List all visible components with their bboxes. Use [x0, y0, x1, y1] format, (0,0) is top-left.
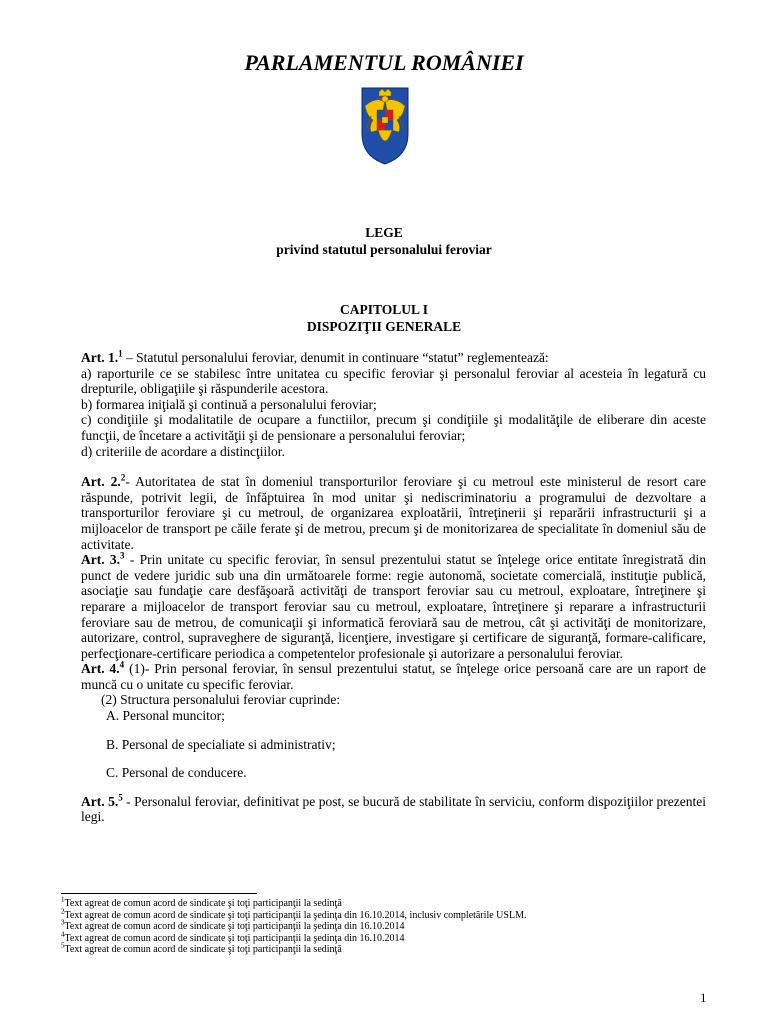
article-1-intro: Art. 1.$^1$ – Statutul personalului feroviar, denumit in continuare “statut” reglementează: — [81, 348, 549, 365]
footnote: $^1$Text agreat de comun acord de sindicate şi toţi participanţii la sedinţă — [61, 895, 342, 909]
page-number: 1 — [700, 990, 707, 1005]
article-3-label: Art. 3.$^3$ — [81, 550, 125, 568]
structure-item-b: B. Personal de specialiate si administrativ; — [106, 736, 336, 752]
footnote: $^5$Text agreat de comun acord de sindicate şi toţi participanţii la sedinţă — [61, 942, 342, 956]
romania-coat-of-arms-icon — [359, 86, 411, 166]
article-4-paragraph-2: (2) Structura personalului feroviar cuprinde: — [101, 692, 341, 708]
law-heading — [0, 224, 768, 258]
article-1-item-b: b) formarea iniţială şi continuă a personalului feroviar; — [81, 396, 377, 412]
chapter-number: CAPITOLUL I — [340, 302, 428, 317]
article-5-label: Art. 5.$^5$ — [81, 792, 123, 809]
document-body — [81, 350, 706, 825]
article-1-item-c: c) condiţiile şi modalitatile de ocupare a functiilor, precum şi condiţiile şi modalităţile de eliberare din aceste funcţii, de încetare a activităţii şi de pensionare a personalului feroviar; — [81, 412, 706, 443]
article-1-item-d: d) criteriile de acordare a distincţiilor. — [81, 443, 285, 459]
structure-item-c: C. Personal de conducere. — [106, 765, 247, 781]
footnote: $^2$Text agreat de comun acord de sindicate şi toţi participanţii la şedinţa din 16.10.2014, inclusiv completările USLM. — [61, 907, 527, 921]
footnote: $^3$Text agreat de comun acord de sindicate şi toţi participanţii la şedinţa din 16.10.2014 — [61, 918, 405, 933]
structure-item-a: A. Personal muncitor; — [106, 708, 225, 724]
article-4-label: Art. 4.$^4$ — [81, 659, 125, 677]
article-4: Art. 4.$^4$ (1)- Prin personal feroviar, în sensul prezentului statut, se înţelege orice persoană care are un raport de muncă cu o unitate cu specific feroviar. — [81, 659, 706, 692]
footnote: $^4$Text agreat de comun acord de sindicate şi toţi participanţii la şedinţa din 16.10.2014 — [61, 930, 405, 944]
law-subject: privind statutul personalului feroviar — [276, 242, 492, 257]
article-2-label: Art. 2.$^2$ — [81, 472, 126, 490]
chapter-name: DISPOZIŢII GENERALE — [306, 319, 462, 334]
footnotes — [61, 895, 711, 956]
law-kind: LEGE — [365, 225, 403, 240]
article-1-label: Art. 1.$^1$ — [81, 348, 123, 365]
chapter-heading — [0, 301, 768, 335]
article-2: Art. 2.$^2$- Autoritatea de stat în domeniul transporturilor feroviare şi cu metroul este ministerul de resort care răspunde, potrivit legii, de înfăptuirea în mod unitar şi nediscriminatoriu a programului de dezvoltare a transporturilor feroviare şi cu metroul, de organizarea exploatării, întreţinerii şi reparării infrastructurii şi a mijloacelor de transport pe căile ferate şi de metrou, precum şi de monitorizarea de specialitate în domeniul său de activitate. — [81, 472, 706, 552]
article-3: Art. 3.$^3$ - Prin unitate cu specific feroviar, în sensul prezentului statut se înţelege orice entitate înregistrată din punct de vedere juridic sub una din următoarele forme: regie autonomă, societate comercială, instituţie publică, asociaţie sau fundaţie care desfăşoară activităţi de transport feroviar sau cu metroul, exploatare, întreţinere şi reparare a mijloacelor de transport feroviar sau cu metroul, exploatare, întreţinere şi reparare a infrastructurii feroviare sau de metrou, de comunicaţii şi informatică feroviară sau de metrou, cât şi activităţi de monitorizare, autorizare, control, supraveghere de siguranţă, licenţiere, investigare şi certificare de siguranţă, formare-calificare, perfecţionare-certificare periodica a competentelor profesionale şi autorizare a personalului feroviar. — [81, 550, 706, 661]
footnote-separator — [61, 893, 257, 894]
article-1-item-a: a) raporturile ce se stabilesc între unitatea cu specific feroviar şi personalul feroviar al acesteia în legatură cu drepturile, obligaţiile şi răspunderile acestora. — [81, 365, 706, 397]
document-title: PARLAMENTUL ROMÂNIEI — [244, 50, 524, 75]
article-5: Art. 5.$^5$ - Personalul feroviar, definitivat pe post, se bucură de stabilitate în serviciu, conform dispoziţiilor prezentei legi. — [81, 792, 706, 825]
